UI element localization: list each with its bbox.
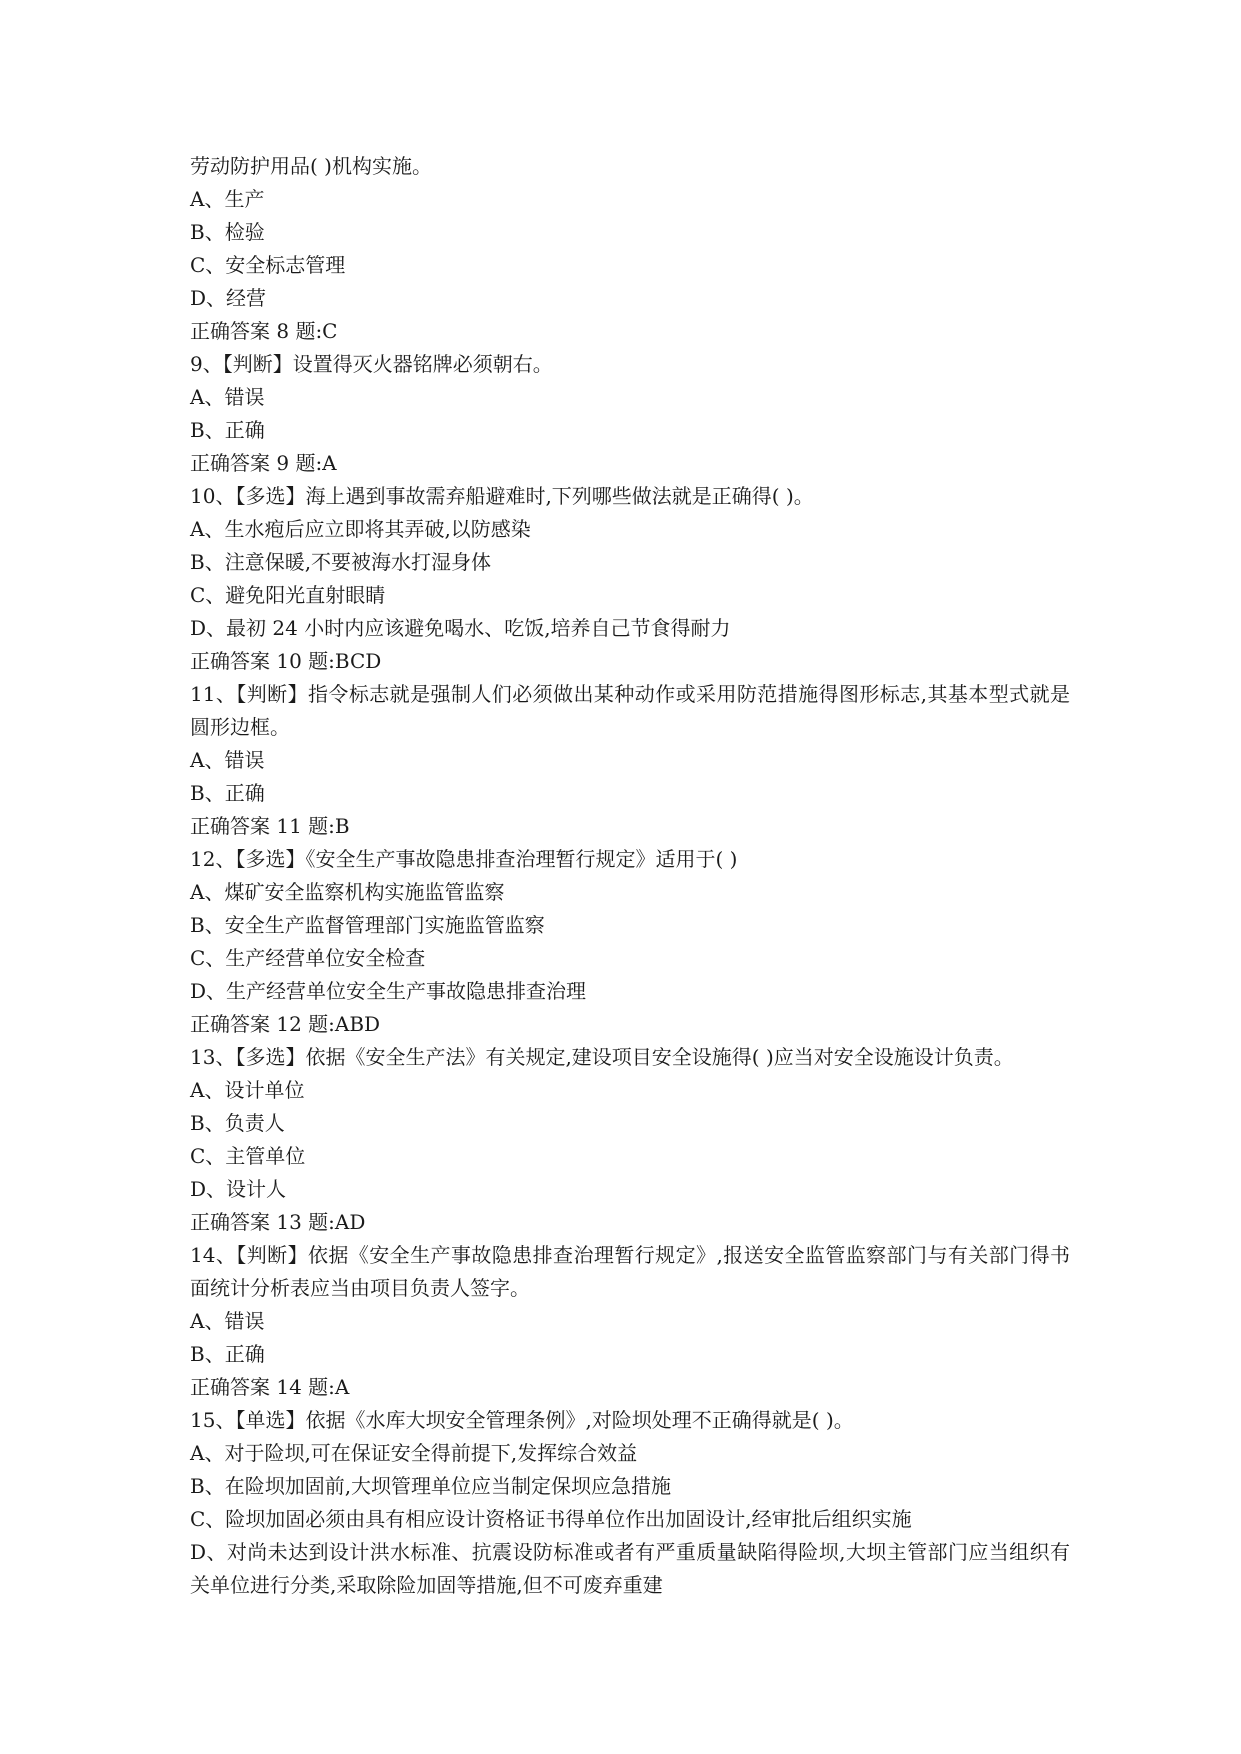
- question-8-answer: 正确答案 8 题:C: [190, 319, 338, 343]
- question-14-stem: 14、【判断】依据《安全生产事故隐患排查治理暂行规定》,报送安全监管监察部门与有关部门得书面统计分析表应当由项目负责人签字。: [190, 1243, 1070, 1300]
- question-14-option-a: A、错误: [190, 1309, 265, 1333]
- question-13-option-d: D、设计人: [190, 1177, 287, 1201]
- question-13-option-c: C、主管单位: [190, 1144, 306, 1168]
- question-8-option-a: A、生产: [190, 187, 265, 211]
- question-15-option-c: C、险坝加固必须由具有相应设计资格证书得单位作出加固设计,经审批后组织实施: [190, 1507, 912, 1531]
- question-9-option-b: B、正确: [190, 418, 265, 442]
- question-10-option-a: A、生水疱后应立即将其弄破,以防感染: [190, 517, 531, 541]
- question-12-answer: 正确答案 12 题:ABD: [190, 1012, 381, 1036]
- question-9-option-a: A、错误: [190, 385, 265, 409]
- question-12-option-d: D、生产经营单位安全生产事故隐患排查治理: [190, 979, 587, 1003]
- question-9-answer: 正确答案 9 题:A: [190, 451, 337, 475]
- question-15-option-a: A、对于险坝,可在保证安全得前提下,发挥综合效益: [190, 1441, 638, 1465]
- question-10-option-d: D、最初 24 小时内应该避免喝水、吃饭,培养自己节食得耐力: [190, 616, 731, 640]
- document-page: [190, 150, 1070, 1602]
- question-11-stem: 11、【判断】指令标志就是强制人们必须做出某种动作或采用防范措施得图形标志,其基本型式就是圆形边框。: [190, 682, 1070, 739]
- question-9-stem: 9、【判断】设置得灭火器铭牌必须朝右。: [190, 352, 553, 376]
- question-14-option-b: B、正确: [190, 1342, 265, 1366]
- question-13-option-b: B、负责人: [190, 1111, 285, 1135]
- question-11-option-b: B、正确: [190, 781, 265, 805]
- question-15-option-d: D、对尚未达到设计洪水标准、抗震设防标准或者有严重质量缺陷得险坝,大坝主管部门应当组织有关单位进行分类,采取除险加固等措施,但不可废弃重建: [190, 1540, 1070, 1597]
- question-12-option-a: A、煤矿安全监察机构实施监管监察: [190, 880, 505, 904]
- question-11-answer: 正确答案 11 题:B: [190, 814, 350, 838]
- question-8-option-c: C、安全标志管理: [190, 253, 346, 277]
- question-15-stem: 15、【单选】依据《水库大坝安全管理条例》,对险坝处理不正确得就是( )。: [190, 1408, 854, 1432]
- question-15-option-b: B、在险坝加固前,大坝管理单位应当制定保坝应急措施: [190, 1474, 672, 1498]
- question-12-option-b: B、安全生产监督管理部门实施监管监察: [190, 913, 545, 937]
- question-8-stem-tail: 劳动防护用品( )机构实施。: [190, 154, 432, 178]
- question-8-option-b: B、检验: [190, 220, 265, 244]
- question-14-answer: 正确答案 14 题:A: [190, 1375, 350, 1399]
- question-10-option-b: B、注意保暖,不要被海水打湿身体: [190, 550, 492, 574]
- question-13-answer: 正确答案 13 题:AD: [190, 1210, 366, 1234]
- question-13-option-a: A、设计单位: [190, 1078, 305, 1102]
- question-12-option-c: C、生产经营单位安全检查: [190, 946, 426, 970]
- question-10-answer: 正确答案 10 题:BCD: [190, 649, 382, 673]
- question-10-stem: 10、【多选】海上遇到事故需弃船避难时,下列哪些做法就是正确得( )。: [190, 484, 814, 508]
- question-10-option-c: C、避免阳光直射眼睛: [190, 583, 386, 607]
- question-8-option-d: D、经营: [190, 286, 267, 310]
- question-12-stem: 12、【多选】《安全生产事故隐患排查治理暂行规定》适用于( ): [190, 847, 738, 871]
- question-11-option-a: A、错误: [190, 748, 265, 772]
- question-13-stem: 13、【多选】依据《安全生产法》有关规定,建设项目安全设施得( )应当对安全设施设计负责。: [190, 1045, 1014, 1069]
